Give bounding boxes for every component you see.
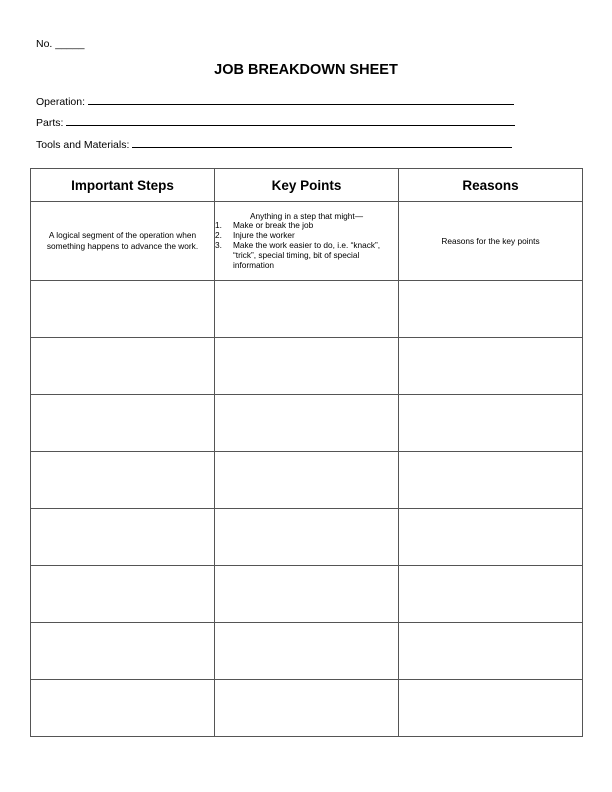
table-row — [31, 509, 583, 566]
list-item: 3. Make the work easier to do, i.e. “knack”, “trick”, special timing, bit of special information — [215, 240, 381, 270]
tools-blank — [132, 136, 512, 148]
table-row — [31, 680, 583, 737]
parts-field — [36, 114, 515, 129]
reasons-cell[interactable] — [399, 395, 583, 452]
parts-label: Parts: — [36, 117, 64, 129]
key-points-cell[interactable] — [215, 623, 399, 680]
steps-cell[interactable] — [31, 338, 215, 395]
key-points-list — [215, 221, 398, 270]
reasons-cell[interactable] — [399, 338, 583, 395]
table-header-row — [31, 169, 583, 202]
key-points-cell[interactable] — [215, 395, 399, 452]
steps-cell[interactable] — [31, 281, 215, 338]
key-points-cell[interactable] — [215, 680, 399, 737]
reasons-guide-text: Reasons for the key points — [399, 202, 583, 281]
steps-cell[interactable] — [31, 452, 215, 509]
list-item: 2. Injure the worker — [215, 230, 295, 241]
key-points-cell[interactable] — [215, 566, 399, 623]
page-title: JOB BREAKDOWN SHEET — [214, 62, 398, 78]
reasons-cell[interactable] — [399, 452, 583, 509]
list-item: 1. Make or break the job — [215, 220, 314, 231]
table-row — [31, 338, 583, 395]
guide-row — [31, 202, 583, 281]
reasons-cell[interactable] — [399, 509, 583, 566]
column-header-important-steps: Important Steps — [31, 169, 215, 202]
table-row — [31, 623, 583, 680]
table-row — [31, 281, 583, 338]
tools-field — [36, 136, 512, 151]
steps-cell[interactable] — [31, 680, 215, 737]
key-points-cell[interactable] — [215, 338, 399, 395]
column-header-reasons: Reasons — [399, 169, 583, 202]
operation-field — [36, 93, 514, 108]
reasons-cell[interactable] — [399, 566, 583, 623]
key-points-cell[interactable] — [215, 281, 399, 338]
key-points-intro: Anything in a step that might— — [250, 210, 363, 221]
table-row — [31, 452, 583, 509]
number-field: No. _____ — [36, 38, 85, 50]
column-header-key-points: Key Points — [215, 169, 399, 202]
table-row — [31, 395, 583, 452]
key-points-cell[interactable] — [215, 509, 399, 566]
reasons-cell[interactable] — [399, 623, 583, 680]
steps-cell[interactable] — [31, 395, 215, 452]
steps-cell[interactable] — [31, 623, 215, 680]
steps-cell[interactable] — [31, 566, 215, 623]
table-row — [31, 566, 583, 623]
steps-guide-text: A logical segment of the operation when something happens to advance the work. — [31, 202, 215, 281]
breakdown-table — [30, 168, 583, 737]
key-points-guide — [215, 202, 399, 281]
key-points-cell[interactable] — [215, 452, 399, 509]
operation-label: Operation: — [36, 96, 86, 108]
reasons-cell[interactable] — [399, 281, 583, 338]
operation-blank — [88, 93, 514, 105]
reasons-cell[interactable] — [399, 680, 583, 737]
parts-blank — [66, 114, 515, 126]
tools-label: Tools and Materials: — [36, 139, 130, 151]
steps-cell[interactable] — [31, 509, 215, 566]
